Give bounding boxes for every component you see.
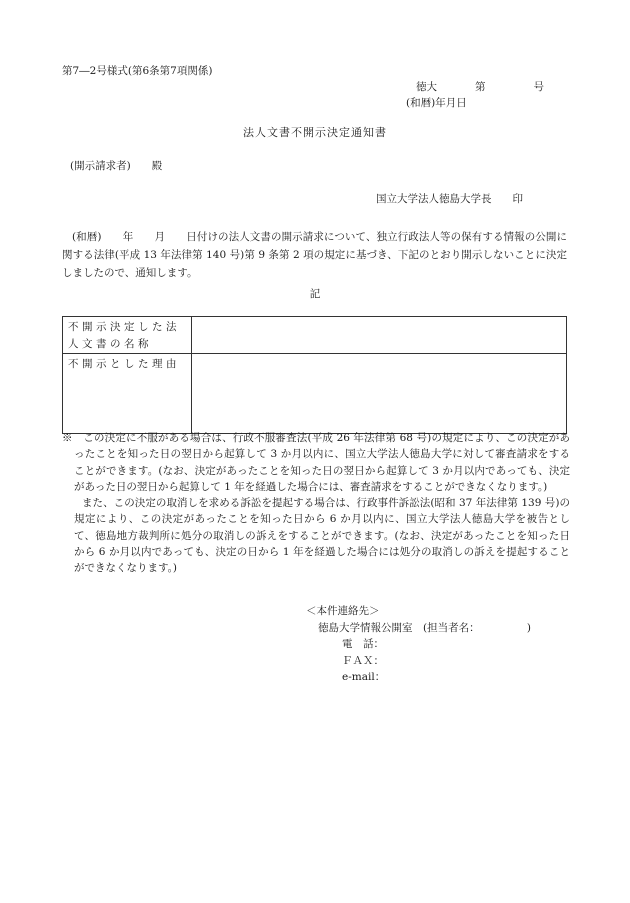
decision-table bbox=[62, 316, 567, 434]
table-row bbox=[63, 354, 567, 434]
contact-email: e-mail： bbox=[342, 671, 386, 683]
document-number bbox=[416, 82, 544, 93]
doc-number-prefix: 徳大 bbox=[416, 81, 437, 93]
note-lawsuit: また、この決定の取消しを求める訴訟を提起する場合は、行政事件訴訟法(昭和 37 年法律第 139 号)の規定により、この決定があったことを知った日から 6 か月以内に、国立大学法人徳島大学を被告として、徳島地方裁判所に処分の取消しの訴えをすることができます。(なお、決定があったことを知った日から 6 か月以内であっても、決定の日から 1 年を経過した場合には処分の取消しの訴えを提起することができなくなります。) bbox=[74, 497, 570, 575]
notes bbox=[62, 430, 570, 577]
doc-number-go: 号 bbox=[533, 81, 544, 93]
note-appeal: ※ この決定に不服がある場合は、行政不服審査法(平成 26 年法律第 68 号)の規定により、この決定があったことを知った日の翌日から起算して 3 か月以内に、国立大学法人徳島大学に対して審査請求をすることができます。(なお、決定があったことを知った日の翌日から起算して 3 か月以内であっても、決定があった日の翌日から起算して 1 年を経過した場合には、審査請求をすることができなくなります。) bbox=[62, 432, 570, 493]
reason-label: 不開示とした理由 bbox=[63, 354, 192, 434]
date-era: (和暦) bbox=[406, 97, 436, 109]
ki-heading: 記 bbox=[309, 288, 321, 300]
doc-number-dai: 第 bbox=[475, 81, 486, 93]
contact-heading: ＜本件連絡先＞ bbox=[306, 605, 380, 617]
table-row bbox=[63, 317, 567, 354]
addressee: (開示請求者) 殿 bbox=[70, 160, 163, 172]
body-paragraph: (和暦) 年 月 日付けの法人文書の開示請求について、独立行政法人等の保有する情報の公開に関する法律(平成 13 年法律第 140 号)第 9 条第 2 項の規定に基づき、下記のとおり開示しないことに決定しましたので、通知します。 bbox=[62, 231, 567, 279]
document-name-field[interactable] bbox=[192, 317, 567, 354]
date-month: 月 bbox=[445, 97, 457, 109]
document-name-label: 不開示決定した法人文書の名称 bbox=[63, 317, 192, 354]
issue-date bbox=[406, 98, 467, 109]
sender: 国立大学法人徳島大学長 印 bbox=[376, 193, 523, 205]
reason-field[interactable] bbox=[192, 354, 567, 434]
contact-fax: ＦＡＸ： bbox=[342, 654, 384, 667]
form-number: 第7―2号様式(第6条第7項関係) bbox=[62, 65, 213, 77]
date-year: 年 bbox=[435, 97, 446, 109]
contact-office: 徳島大学情報公開室 (担当者名： ) bbox=[318, 621, 531, 634]
contact-tel: 電 話： bbox=[342, 638, 384, 650]
contact-block bbox=[306, 603, 531, 686]
date-day: 日 bbox=[456, 97, 467, 109]
document-title: 法人文書不開示決定通知書 bbox=[243, 126, 387, 139]
